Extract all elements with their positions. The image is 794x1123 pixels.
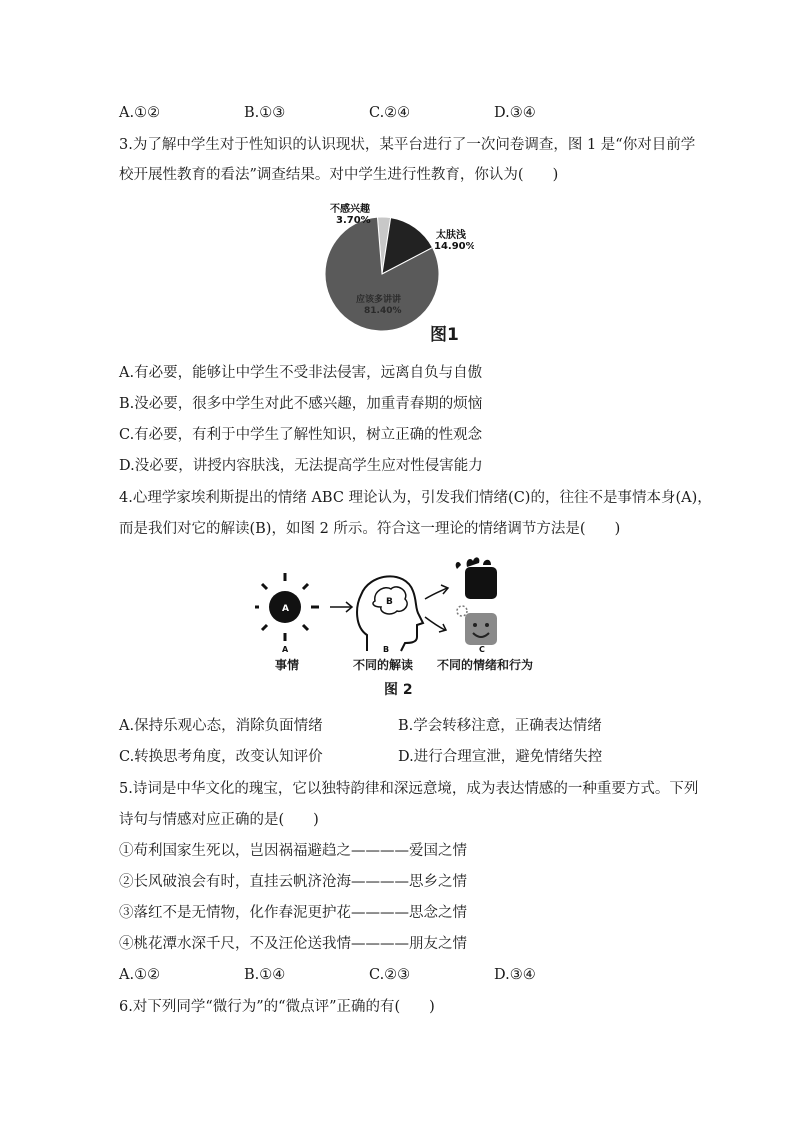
q3-stem-line1: 3.为了解中学生对于性知识的认识现状，某平台进行了一次问卷调查，图 1 是“你对目前学 — [119, 137, 696, 153]
q5-stem-line2: 诗句与情感对应正确的是( ) — [119, 812, 319, 828]
q5-item-2: ②长风破浪会有时，直挂云帆济沧海————思乡之情 — [119, 874, 467, 890]
q3-option-a: A.有必要，能够让中学生不受非法侵害，远离自负与自傲 — [119, 365, 483, 381]
smiling-face-icon — [457, 606, 497, 645]
figure-2 — [255, 555, 545, 700]
q5-option-d: D.③④ — [494, 967, 536, 983]
q5-option-a: A.①② — [119, 967, 161, 983]
pie-value-should-teach: 81.40% — [364, 306, 402, 316]
q5-item-3: ③落红不是无情物，化作春泥更护花————思念之情 — [119, 905, 467, 921]
q4-stem-line2: 而是我们对它的解读(B)，如图 2 所示。符合这一理论的情绪调节方法是( ) — [119, 521, 621, 537]
q2-option-b: B.①③ — [244, 105, 286, 121]
q5-stem-line1: 5.诗词是中华文化的瑰宝，它以独特韵律和深远意境，成为表达情感的一种重要方式。下列 — [119, 781, 699, 797]
q3-option-c: C.有必要，有利于中学生了解性知识，树立正确的性观念 — [119, 427, 483, 443]
q4-option-b: B.学会转移注意，正确表达情绪 — [398, 718, 602, 734]
q4-option-d: D.进行合理宣泄，避免情绪失控 — [398, 749, 603, 765]
abc-diagram — [255, 555, 545, 665]
q5-option-c: C.②③ — [369, 967, 411, 983]
q3-option-d: D.没必要，讲授内容肤浅，无法提高学生应对性侵害能力 — [119, 458, 483, 474]
q4-stem-line1: 4.心理学家埃利斯提出的情绪 ABC 理论认为，引发我们情绪(C)的，往往不是事情本身(A)， — [119, 490, 712, 506]
arrow-down-right-icon — [425, 617, 446, 632]
q3-option-b: B.没必要，很多中学生对此不感兴趣，加重青春期的烦恼 — [119, 396, 483, 412]
q5-option-b: B.①④ — [244, 967, 286, 983]
figure-2-label: 图 2 — [384, 682, 413, 698]
pie-label-not-interested: 不感兴趣 — [330, 204, 370, 215]
q6-stem: 6.对下列同学“微行为”的“微点评”正确的有( ) — [119, 999, 435, 1015]
arrow-up-right-icon — [425, 585, 448, 599]
q4-option-c: C.转换思考角度，改变认知评价 — [119, 749, 323, 765]
a-caption-letter: A — [282, 645, 289, 654]
q4-option-a: A.保持乐观心态，消除负面情绪 — [119, 718, 323, 734]
angry-face-icon — [456, 557, 497, 599]
q5-item-4: ④桃花潭水深千尺，不及汪伦送我情————朋友之情 — [119, 936, 467, 952]
b-caption-letter: B — [383, 645, 390, 654]
q3-stem-line2: 校开展性教育的看法”调查结果。对中学生进行性教育，你认为( ) — [119, 167, 559, 183]
q2-option-d: D.③④ — [494, 105, 536, 121]
arrow-right-icon — [330, 602, 352, 612]
c-caption-letter: C — [479, 645, 485, 654]
figure-1-label: 图1 — [430, 325, 459, 345]
b-letter: B — [386, 597, 393, 607]
q2-option-a: A.①② — [119, 105, 161, 121]
pie-label-should-teach: 应该多讲讲 — [356, 295, 402, 305]
a-letter: A — [282, 604, 289, 614]
head-profile-icon — [357, 576, 423, 651]
c-label: 不同的情绪和行为 — [437, 658, 534, 672]
figure-1 — [314, 196, 474, 346]
q2-option-c: C.②④ — [369, 105, 411, 121]
b-label: 不同的解读 — [353, 658, 414, 672]
pie-value-too-shallow: 14.90% — [434, 241, 474, 252]
pie-value-not-interested: 3.70% — [336, 215, 371, 226]
q5-item-1: ①苟利国家生死以，岂因祸福避趋之————爱国之情 — [119, 843, 467, 859]
a-label: 事情 — [275, 658, 300, 672]
pie-label-too-shallow: 太肤浅 — [436, 230, 466, 241]
